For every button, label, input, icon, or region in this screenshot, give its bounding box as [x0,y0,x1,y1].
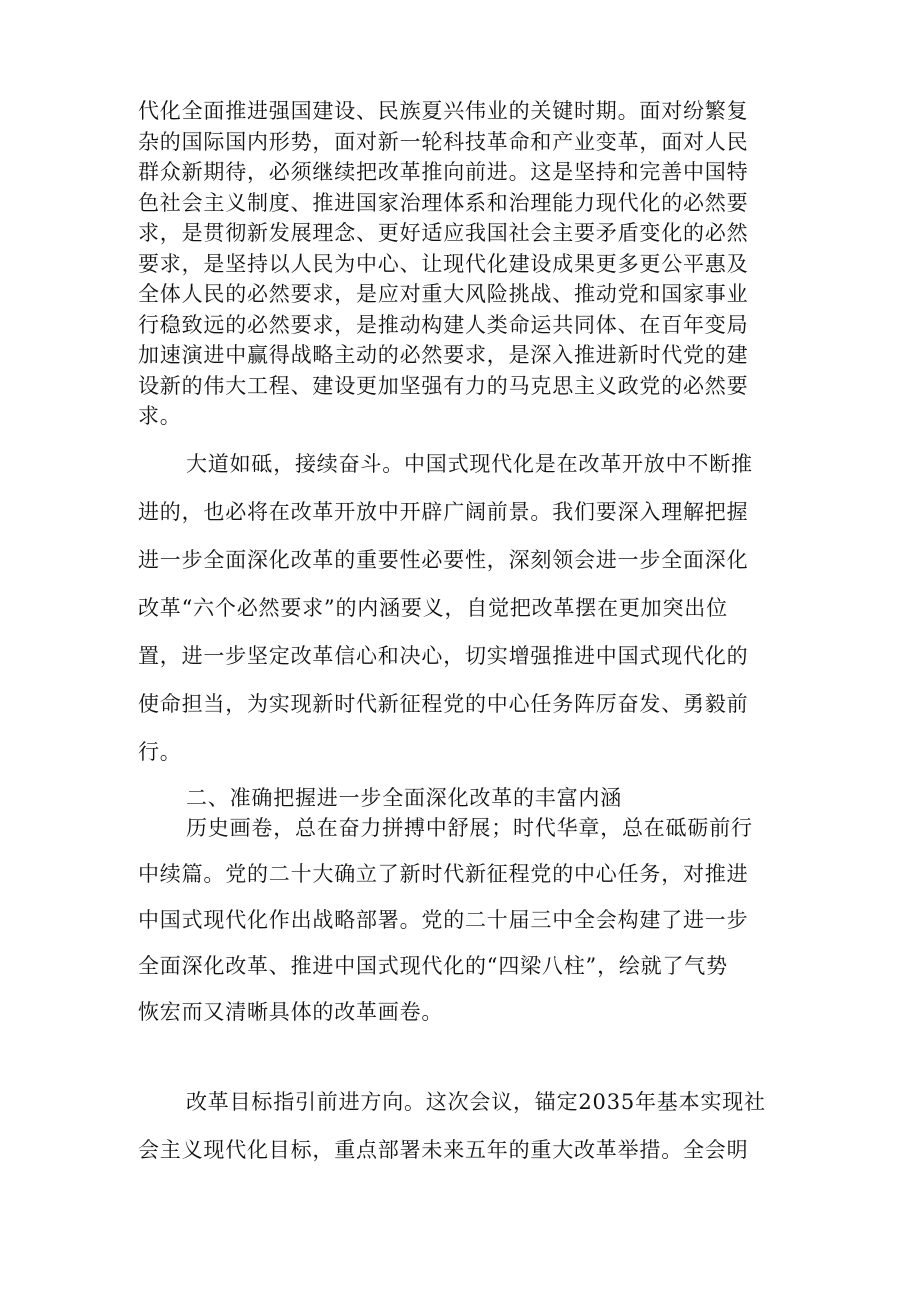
paragraph-line: 恢宏而又清晰具体的改革画卷。 [138,1000,444,1024]
paragraph-line: 进的，也必将在改革开放中开辟广阔前景。我们要深入理解把握 [138,500,749,524]
paragraph-line: 中续篇。党的二十大确立了新时代新征程党的中心任务，对推进 [138,862,749,886]
paragraph-line: 改革目标指引前进方向。这次会议，锚定2035年基本实现社 [186,1090,766,1114]
paragraph-line: 行。 [138,740,182,764]
paragraph-line: 行稳致远的必然要求，是推动构建人类命运共同体、在百年变局 [138,312,749,337]
paragraph-line: 全面深化改革、推进中国式现代化的“四梁八柱”，绘就了气势 [138,954,728,978]
paragraph-line: 群众新期待，必须继续把改革推向前进。这是坚持和完善中国特 [138,160,749,184]
paragraph-3 [138,805,786,1035]
paragraph-line: 使命担当，为实现新时代新征程党的中心任务阵厉奋发、勇毅前 [138,692,749,716]
paragraph-line: 大道如砥，接续奋斗。中国式现代化是在改革开放中不断推 [186,452,753,476]
paragraph-line: 中国式现代化作出战略部署。党的二十届三中全会构建了进一步 [138,908,749,932]
paragraph-line: 代化全面推进强国建设、民族夏兴伟业的关键时期。面对纷繁复 [138,99,749,123]
paragraph-1 [138,96,786,432]
paragraph-line: 改革“六个必然要求”的内涵要义，自觉把改革摆在更加突出位 [138,596,728,620]
paragraph-line: 进一步全面深化改革的重要性必要性，深刻领会进一步全面深化 [138,548,749,572]
paragraph-line: 置，进一步坚定改革信心和决心，切实增强推进中国式现代化的 [138,644,749,668]
paragraph-line: 色社会主义制度、推进国家治理体系和治理能力现代化的必然要 [138,190,749,215]
paragraph-4 [138,1078,786,1174]
paragraph-line: 要求，是坚持以人民为中心、让现代化建设成果更多更公平惠及 [138,251,749,276]
paragraph-line: 加速演进中赢得战略主动的必然要求，是深入推进新时代党的建 [138,343,749,367]
paragraph-line: 设新的伟大工程、建设更加坚强有力的马克思主义政党的必然要 [138,373,749,398]
paragraph-line: 杂的国际国内形势，面对新一轮科技革命和产业变革，面对人民 [138,129,749,154]
paragraph-line: 全体人民的必然要求，是应对重大风险挑战、推动党和国家事业 [138,282,749,306]
paragraph-2 [138,440,786,776]
section-heading: 二、准确把握进一步全面深化改革的丰富内涵 [186,786,622,810]
paragraph-line: 历史画卷，总在奋力拼搏中舒展；时代华章，总在砥砺前行 [186,816,753,840]
paragraph-line: 会主义现代化目标，重点部署未来五年的重大改革举措。全会明 [138,1138,749,1162]
paragraph-line: 求，是贯彻新发展理念、更好适应我国社会主要矛盾变化的必然 [138,221,749,245]
paragraph-line: 求。 [138,404,182,428]
